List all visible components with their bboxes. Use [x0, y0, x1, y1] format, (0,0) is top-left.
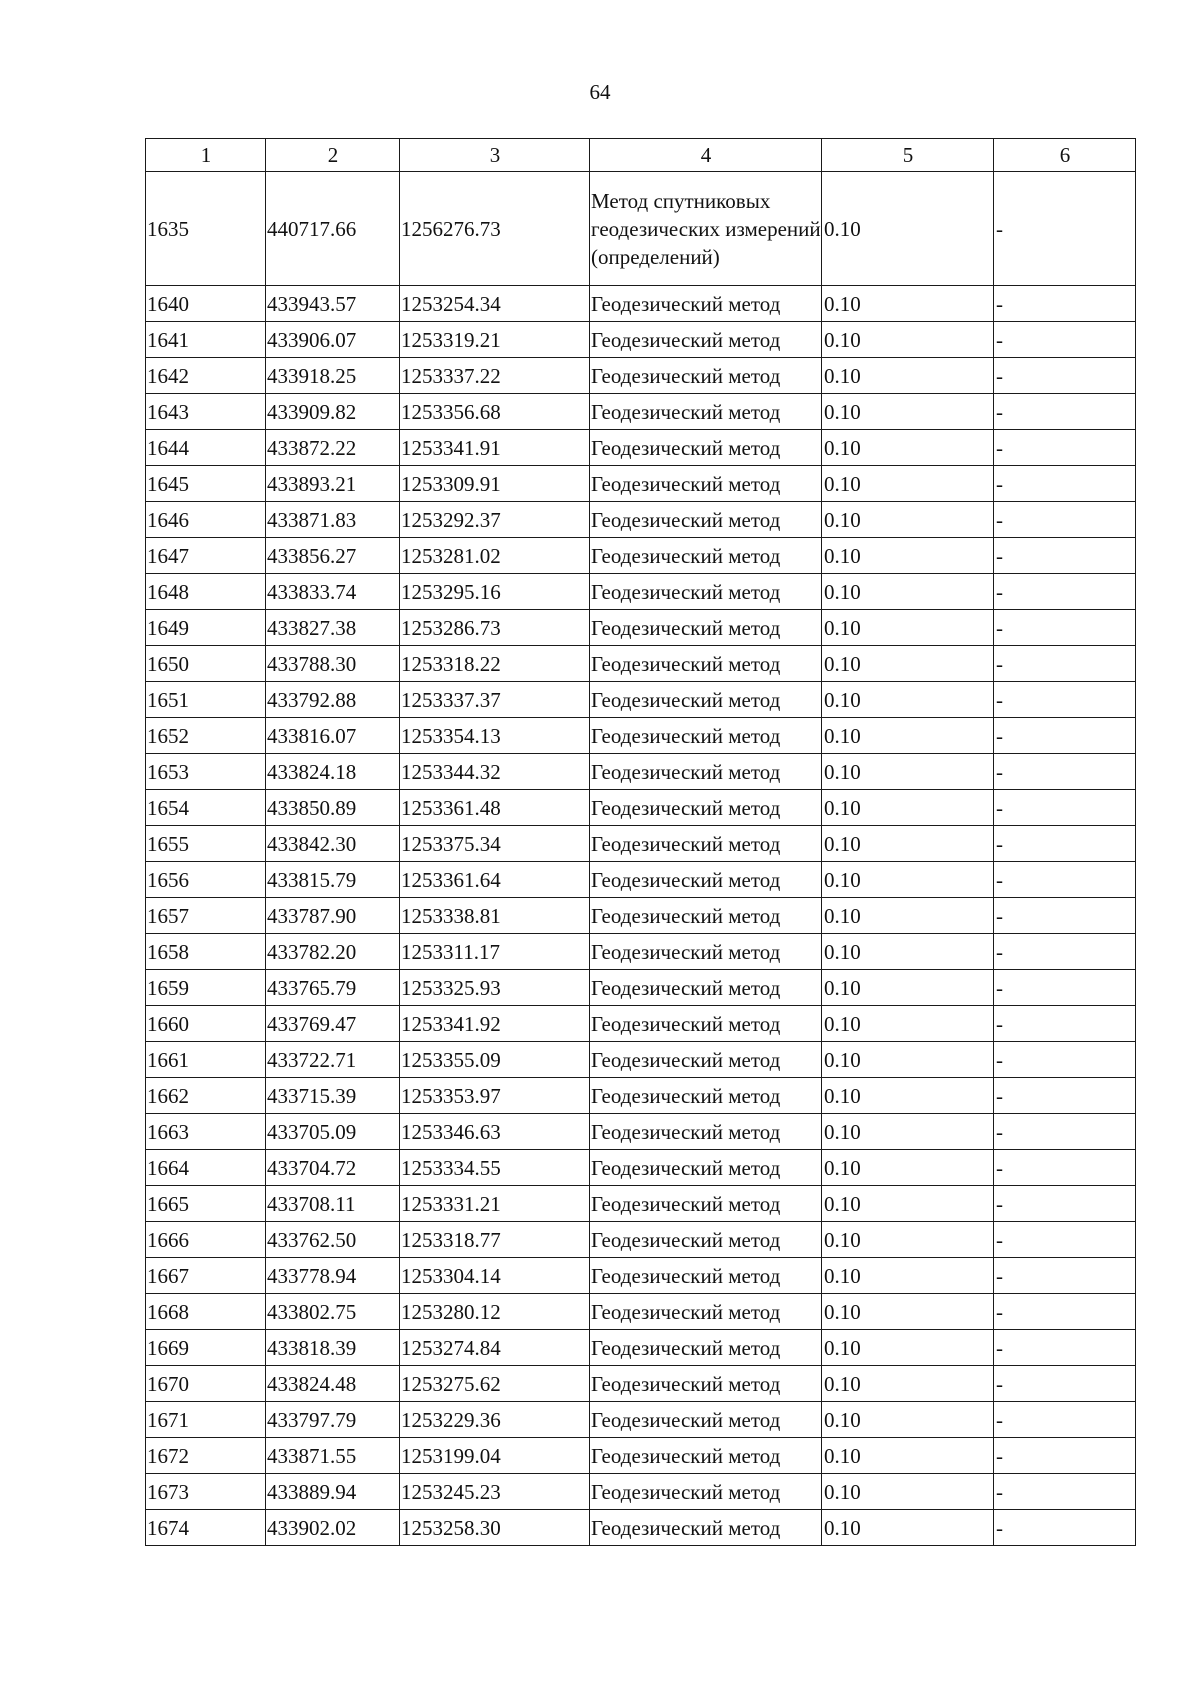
- point-number-cell: 1671: [146, 1402, 266, 1438]
- header-row: [146, 139, 1136, 172]
- table-row: [146, 286, 1136, 322]
- note-cell: -: [994, 1330, 1136, 1366]
- note-cell: -: [994, 610, 1136, 646]
- table-row: [146, 502, 1136, 538]
- table-row: [146, 970, 1136, 1006]
- accuracy-cell: 0.10: [822, 1366, 994, 1402]
- point-number-cell: 1660: [146, 1006, 266, 1042]
- point-number-cell: 1646: [146, 502, 266, 538]
- accuracy-cell: 0.10: [822, 826, 994, 862]
- x-coordinate-cell: 433787.90: [266, 898, 400, 934]
- y-coordinate-cell: 1253309.91: [400, 466, 590, 502]
- note-cell: -: [994, 538, 1136, 574]
- x-coordinate-cell: 433769.47: [266, 1006, 400, 1042]
- note-cell: -: [994, 394, 1136, 430]
- x-coordinate-cell: 433906.07: [266, 322, 400, 358]
- method-cell: Геодезический метод: [590, 1366, 822, 1402]
- x-coordinate-cell: 433762.50: [266, 1222, 400, 1258]
- note-cell: -: [994, 826, 1136, 862]
- accuracy-cell: 0.10: [822, 1294, 994, 1330]
- y-coordinate-cell: 1253245.23: [400, 1474, 590, 1510]
- method-cell: Геодезический метод: [590, 430, 822, 466]
- point-number-cell: 1673: [146, 1474, 266, 1510]
- note-cell: -: [994, 322, 1136, 358]
- table-row: [146, 682, 1136, 718]
- method-cell: Геодезический метод: [590, 1186, 822, 1222]
- point-number-cell: 1666: [146, 1222, 266, 1258]
- y-coordinate-cell: 1253199.04: [400, 1438, 590, 1474]
- point-number-cell: 1667: [146, 1258, 266, 1294]
- note-cell: -: [994, 646, 1136, 682]
- point-number-cell: 1663: [146, 1114, 266, 1150]
- point-number-cell: 1662: [146, 1078, 266, 1114]
- x-coordinate-cell: 433943.57: [266, 286, 400, 322]
- x-coordinate-cell: 433708.11: [266, 1186, 400, 1222]
- table-row: [146, 1510, 1136, 1546]
- table-row: [146, 646, 1136, 682]
- note-cell: -: [994, 574, 1136, 610]
- table-row: [146, 1078, 1136, 1114]
- accuracy-cell: 0.10: [822, 286, 994, 322]
- method-cell: Геодезический метод: [590, 1438, 822, 1474]
- accuracy-cell: 0.10: [822, 682, 994, 718]
- note-cell: -: [994, 172, 1136, 286]
- note-cell: -: [994, 1402, 1136, 1438]
- method-cell: Геодезический метод: [590, 1042, 822, 1078]
- x-coordinate-cell: 433722.71: [266, 1042, 400, 1078]
- y-coordinate-cell: 1253341.91: [400, 430, 590, 466]
- method-cell: Геодезический метод: [590, 1510, 822, 1546]
- accuracy-cell: 0.10: [822, 898, 994, 934]
- accuracy-cell: 0.10: [822, 394, 994, 430]
- point-number-cell: 1656: [146, 862, 266, 898]
- y-coordinate-cell: 1253354.13: [400, 718, 590, 754]
- column-header: 5: [822, 139, 994, 172]
- y-coordinate-cell: 1253337.22: [400, 358, 590, 394]
- table-body: [146, 172, 1136, 1546]
- table-row: [146, 172, 1136, 286]
- note-cell: -: [994, 1510, 1136, 1546]
- x-coordinate-cell: 433856.27: [266, 538, 400, 574]
- accuracy-cell: 0.10: [822, 970, 994, 1006]
- note-cell: -: [994, 430, 1136, 466]
- method-cell: Геодезический метод: [590, 718, 822, 754]
- y-coordinate-cell: 1253318.77: [400, 1222, 590, 1258]
- note-cell: -: [994, 934, 1136, 970]
- table-row: [146, 826, 1136, 862]
- y-coordinate-cell: 1253375.34: [400, 826, 590, 862]
- table-row: [146, 1474, 1136, 1510]
- note-cell: -: [994, 466, 1136, 502]
- note-cell: -: [994, 358, 1136, 394]
- method-cell: Геодезический метод: [590, 970, 822, 1006]
- x-coordinate-cell: 433818.39: [266, 1330, 400, 1366]
- y-coordinate-cell: 1253229.36: [400, 1402, 590, 1438]
- method-cell: Геодезический метод: [590, 1294, 822, 1330]
- x-coordinate-cell: 433902.02: [266, 1510, 400, 1546]
- point-number-cell: 1653: [146, 754, 266, 790]
- note-cell: -: [994, 790, 1136, 826]
- x-coordinate-cell: 433871.55: [266, 1438, 400, 1474]
- accuracy-cell: 0.10: [822, 574, 994, 610]
- accuracy-cell: 0.10: [822, 1510, 994, 1546]
- point-number-cell: 1645: [146, 466, 266, 502]
- point-number-cell: 1661: [146, 1042, 266, 1078]
- accuracy-cell: 0.10: [822, 934, 994, 970]
- method-cell: Геодезический метод: [590, 646, 822, 682]
- x-coordinate-cell: 433918.25: [266, 358, 400, 394]
- y-coordinate-cell: 1253356.68: [400, 394, 590, 430]
- method-cell: Геодезический метод: [590, 502, 822, 538]
- table-row: [146, 1186, 1136, 1222]
- y-coordinate-cell: 1253275.62: [400, 1366, 590, 1402]
- accuracy-cell: 0.10: [822, 1150, 994, 1186]
- x-coordinate-cell: 433893.21: [266, 466, 400, 502]
- accuracy-cell: 0.10: [822, 358, 994, 394]
- note-cell: -: [994, 1294, 1136, 1330]
- note-cell: -: [994, 286, 1136, 322]
- x-coordinate-cell: 433824.18: [266, 754, 400, 790]
- method-cell: Геодезический метод: [590, 1150, 822, 1186]
- note-cell: -: [994, 970, 1136, 1006]
- table-row: [146, 1330, 1136, 1366]
- x-coordinate-cell: 440717.66: [266, 172, 400, 286]
- y-coordinate-cell: 1253338.81: [400, 898, 590, 934]
- y-coordinate-cell: 1253344.32: [400, 754, 590, 790]
- y-coordinate-cell: 1253319.21: [400, 322, 590, 358]
- point-number-cell: 1649: [146, 610, 266, 646]
- note-cell: -: [994, 1474, 1136, 1510]
- column-header: 6: [994, 139, 1136, 172]
- point-number-cell: 1674: [146, 1510, 266, 1546]
- point-number-cell: 1640: [146, 286, 266, 322]
- accuracy-cell: 0.10: [822, 1078, 994, 1114]
- x-coordinate-cell: 433824.48: [266, 1366, 400, 1402]
- accuracy-cell: 0.10: [822, 1474, 994, 1510]
- table-row: [146, 538, 1136, 574]
- accuracy-cell: 0.10: [822, 718, 994, 754]
- table-row: [146, 610, 1136, 646]
- y-coordinate-cell: 1253318.22: [400, 646, 590, 682]
- method-cell: Геодезический метод: [590, 1474, 822, 1510]
- x-coordinate-cell: 433816.07: [266, 718, 400, 754]
- x-coordinate-cell: 433833.74: [266, 574, 400, 610]
- table-row: [146, 358, 1136, 394]
- method-cell: Геодезический метод: [590, 538, 822, 574]
- table-row: [146, 574, 1136, 610]
- point-number-cell: 1652: [146, 718, 266, 754]
- accuracy-cell: 0.10: [822, 1330, 994, 1366]
- method-cell: Геодезический метод: [590, 898, 822, 934]
- table-row: [146, 1438, 1136, 1474]
- note-cell: -: [994, 1222, 1136, 1258]
- method-cell: Геодезический метод: [590, 394, 822, 430]
- table-row: [146, 394, 1136, 430]
- table-row: [146, 754, 1136, 790]
- accuracy-cell: 0.10: [822, 610, 994, 646]
- note-cell: -: [994, 1006, 1136, 1042]
- point-number-cell: 1654: [146, 790, 266, 826]
- table-row: [146, 1258, 1136, 1294]
- x-coordinate-cell: 433815.79: [266, 862, 400, 898]
- y-coordinate-cell: 1253361.64: [400, 862, 590, 898]
- accuracy-cell: 0.10: [822, 538, 994, 574]
- coordinates-table: [145, 138, 1136, 1546]
- method-cell: Геодезический метод: [590, 610, 822, 646]
- accuracy-cell: 0.10: [822, 502, 994, 538]
- method-cell: Геодезический метод: [590, 574, 822, 610]
- x-coordinate-cell: 433850.89: [266, 790, 400, 826]
- x-coordinate-cell: 433827.38: [266, 610, 400, 646]
- table-row: [146, 322, 1136, 358]
- point-number-cell: 1647: [146, 538, 266, 574]
- table-row: [146, 862, 1136, 898]
- x-coordinate-cell: 433802.75: [266, 1294, 400, 1330]
- point-number-cell: 1669: [146, 1330, 266, 1366]
- x-coordinate-cell: 433778.94: [266, 1258, 400, 1294]
- x-coordinate-cell: 433782.20: [266, 934, 400, 970]
- point-number-cell: 1670: [146, 1366, 266, 1402]
- method-cell: Геодезический метод: [590, 358, 822, 394]
- accuracy-cell: 0.10: [822, 1006, 994, 1042]
- point-number-cell: 1665: [146, 1186, 266, 1222]
- y-coordinate-cell: 1253341.92: [400, 1006, 590, 1042]
- table-row: [146, 1150, 1136, 1186]
- table-row: [146, 1042, 1136, 1078]
- note-cell: -: [994, 1078, 1136, 1114]
- method-cell: Геодезический метод: [590, 1078, 822, 1114]
- y-coordinate-cell: 1253292.37: [400, 502, 590, 538]
- page-number: 64: [589, 80, 611, 104]
- y-coordinate-cell: 1256276.73: [400, 172, 590, 286]
- method-cell: Геодезический метод: [590, 1402, 822, 1438]
- y-coordinate-cell: 1253295.16: [400, 574, 590, 610]
- note-cell: -: [994, 898, 1136, 934]
- x-coordinate-cell: 433715.39: [266, 1078, 400, 1114]
- method-cell: Геодезический метод: [590, 790, 822, 826]
- y-coordinate-cell: 1253281.02: [400, 538, 590, 574]
- note-cell: -: [994, 718, 1136, 754]
- method-cell: Геодезический метод: [590, 1114, 822, 1150]
- y-coordinate-cell: 1253334.55: [400, 1150, 590, 1186]
- note-cell: -: [994, 1258, 1136, 1294]
- note-cell: -: [994, 1114, 1136, 1150]
- accuracy-cell: 0.10: [822, 466, 994, 502]
- note-cell: -: [994, 682, 1136, 718]
- accuracy-cell: 0.10: [822, 1402, 994, 1438]
- table-row: [146, 898, 1136, 934]
- accuracy-cell: 0.10: [822, 1258, 994, 1294]
- point-number-cell: 1672: [146, 1438, 266, 1474]
- note-cell: -: [994, 754, 1136, 790]
- x-coordinate-cell: 433909.82: [266, 394, 400, 430]
- note-cell: -: [994, 1186, 1136, 1222]
- method-cell: Геодезический метод: [590, 682, 822, 718]
- accuracy-cell: 0.10: [822, 790, 994, 826]
- table-row: [146, 1294, 1136, 1330]
- x-coordinate-cell: 433705.09: [266, 1114, 400, 1150]
- table-row: [146, 718, 1136, 754]
- method-cell: Геодезический метод: [590, 466, 822, 502]
- accuracy-cell: 0.10: [822, 172, 994, 286]
- y-coordinate-cell: 1253286.73: [400, 610, 590, 646]
- note-cell: -: [994, 1366, 1136, 1402]
- x-coordinate-cell: 433765.79: [266, 970, 400, 1006]
- table-row: [146, 1366, 1136, 1402]
- note-cell: -: [994, 502, 1136, 538]
- method-cell: Геодезический метод: [590, 1258, 822, 1294]
- table-row: [146, 1006, 1136, 1042]
- y-coordinate-cell: 1253361.48: [400, 790, 590, 826]
- y-coordinate-cell: 1253258.30: [400, 1510, 590, 1546]
- table-row: [146, 934, 1136, 970]
- point-number-cell: 1641: [146, 322, 266, 358]
- x-coordinate-cell: 433842.30: [266, 826, 400, 862]
- x-coordinate-cell: 433871.83: [266, 502, 400, 538]
- accuracy-cell: 0.10: [822, 322, 994, 358]
- note-cell: -: [994, 1042, 1136, 1078]
- method-cell: Геодезический метод: [590, 286, 822, 322]
- note-cell: -: [994, 1150, 1136, 1186]
- note-cell: -: [994, 862, 1136, 898]
- table-row: [146, 1402, 1136, 1438]
- y-coordinate-cell: 1253337.37: [400, 682, 590, 718]
- method-cell: Геодезический метод: [590, 1006, 822, 1042]
- point-number-cell: 1642: [146, 358, 266, 394]
- y-coordinate-cell: 1253274.84: [400, 1330, 590, 1366]
- note-cell: -: [994, 1438, 1136, 1474]
- point-number-cell: 1657: [146, 898, 266, 934]
- point-number-cell: 1651: [146, 682, 266, 718]
- y-coordinate-cell: 1253280.12: [400, 1294, 590, 1330]
- point-number-cell: 1635: [146, 172, 266, 286]
- method-cell: Геодезический метод: [590, 934, 822, 970]
- column-header: 3: [400, 139, 590, 172]
- column-header: 4: [590, 139, 822, 172]
- accuracy-cell: 0.10: [822, 1114, 994, 1150]
- y-coordinate-cell: 1253304.14: [400, 1258, 590, 1294]
- method-cell: Геодезический метод: [590, 826, 822, 862]
- y-coordinate-cell: 1253346.63: [400, 1114, 590, 1150]
- accuracy-cell: 0.10: [822, 862, 994, 898]
- method-cell: Геодезический метод: [590, 862, 822, 898]
- table-row: [146, 1114, 1136, 1150]
- column-header: 1: [146, 139, 266, 172]
- x-coordinate-cell: 433797.79: [266, 1402, 400, 1438]
- table-row: [146, 430, 1136, 466]
- accuracy-cell: 0.10: [822, 646, 994, 682]
- x-coordinate-cell: 433872.22: [266, 430, 400, 466]
- table-row: [146, 466, 1136, 502]
- accuracy-cell: 0.10: [822, 1186, 994, 1222]
- x-coordinate-cell: 433792.88: [266, 682, 400, 718]
- y-coordinate-cell: 1253355.09: [400, 1042, 590, 1078]
- y-coordinate-cell: 1253254.34: [400, 286, 590, 322]
- point-number-cell: 1659: [146, 970, 266, 1006]
- accuracy-cell: 0.10: [822, 1438, 994, 1474]
- accuracy-cell: 0.10: [822, 430, 994, 466]
- column-header: 2: [266, 139, 400, 172]
- accuracy-cell: 0.10: [822, 754, 994, 790]
- point-number-cell: 1644: [146, 430, 266, 466]
- point-number-cell: 1655: [146, 826, 266, 862]
- table-row: [146, 1222, 1136, 1258]
- point-number-cell: 1643: [146, 394, 266, 430]
- method-cell: Метод спутниковых геодезических измерений (определений): [590, 172, 822, 286]
- x-coordinate-cell: 433704.72: [266, 1150, 400, 1186]
- method-cell: Геодезический метод: [590, 322, 822, 358]
- table-row: [146, 790, 1136, 826]
- point-number-cell: 1658: [146, 934, 266, 970]
- point-number-cell: 1650: [146, 646, 266, 682]
- method-cell: Геодезический метод: [590, 754, 822, 790]
- x-coordinate-cell: 433889.94: [266, 1474, 400, 1510]
- y-coordinate-cell: 1253331.21: [400, 1186, 590, 1222]
- accuracy-cell: 0.10: [822, 1222, 994, 1258]
- point-number-cell: 1668: [146, 1294, 266, 1330]
- y-coordinate-cell: 1253353.97: [400, 1078, 590, 1114]
- method-cell: Геодезический метод: [590, 1222, 822, 1258]
- x-coordinate-cell: 433788.30: [266, 646, 400, 682]
- y-coordinate-cell: 1253325.93: [400, 970, 590, 1006]
- accuracy-cell: 0.10: [822, 1042, 994, 1078]
- method-cell: Геодезический метод: [590, 1330, 822, 1366]
- y-coordinate-cell: 1253311.17: [400, 934, 590, 970]
- point-number-cell: 1664: [146, 1150, 266, 1186]
- point-number-cell: 1648: [146, 574, 266, 610]
